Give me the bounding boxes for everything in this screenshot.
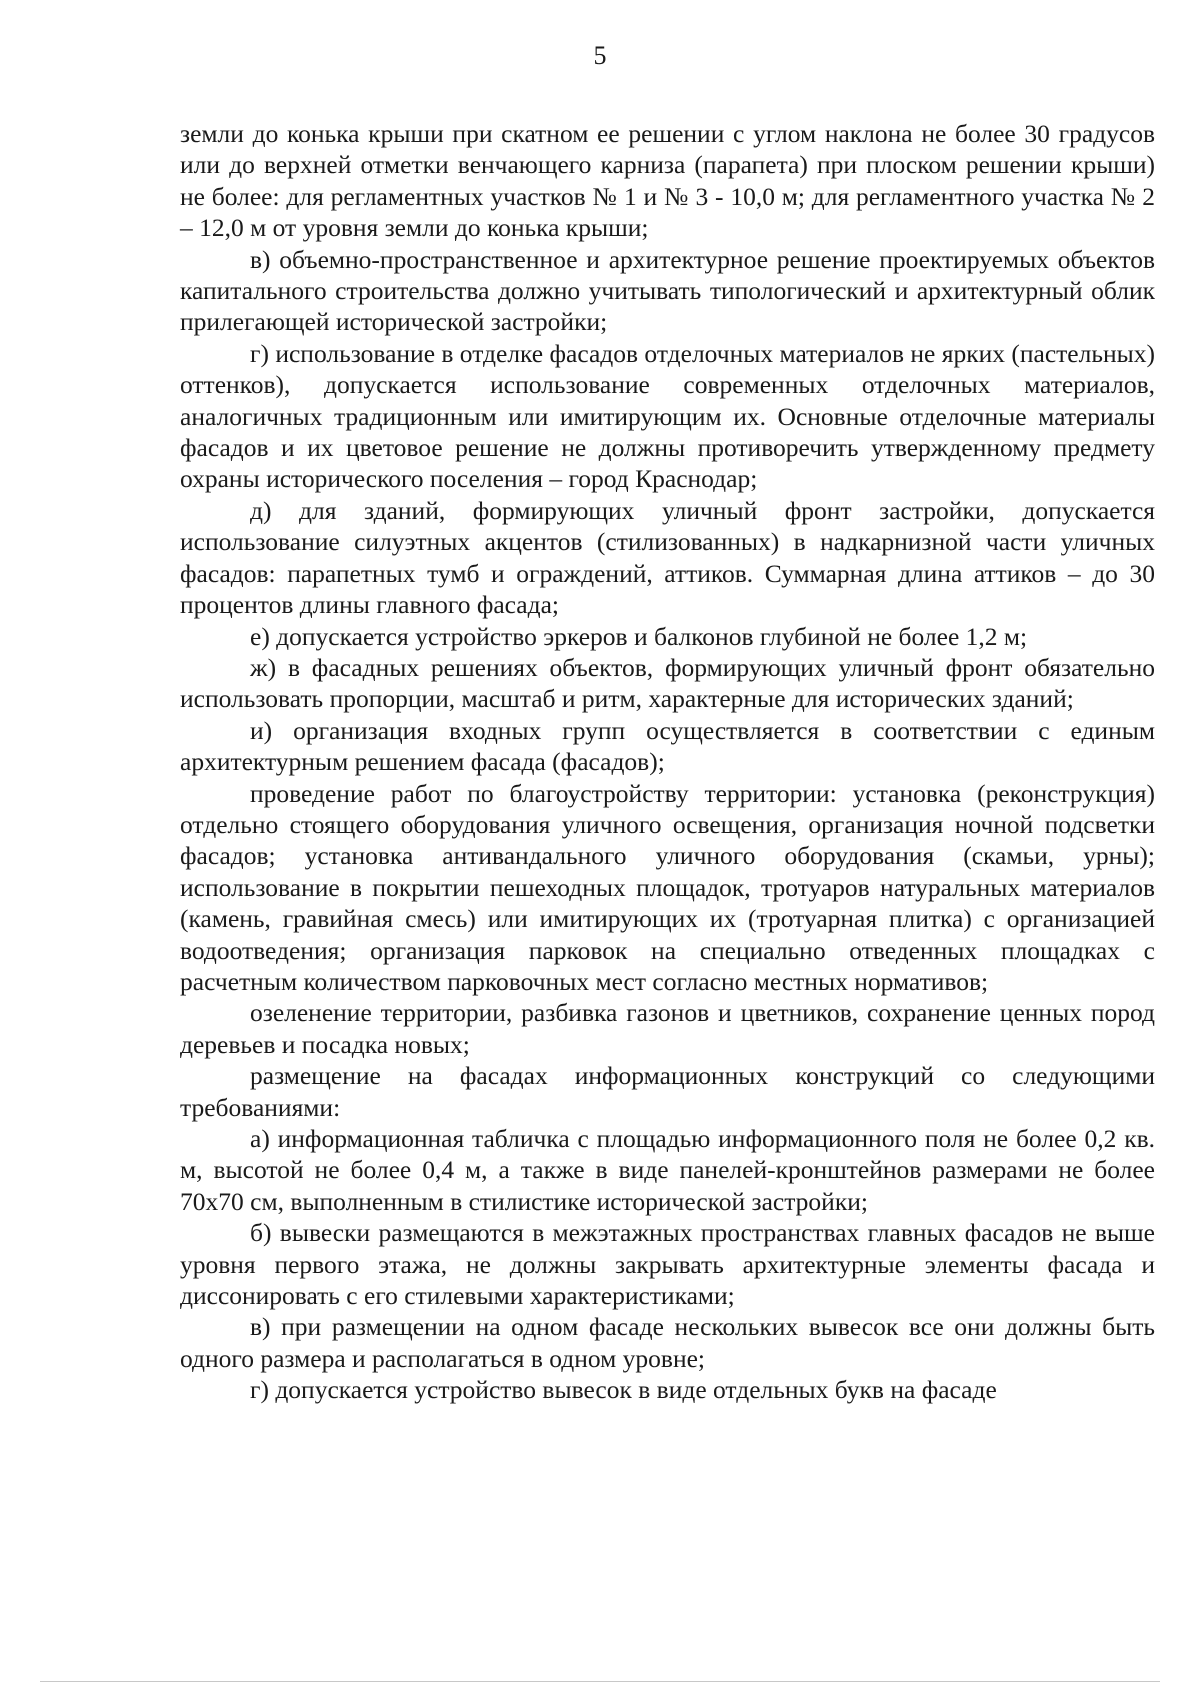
paragraph-landscaping-works: проведение работ по благоустройству территории: установка (реконструкция) отдельно стоящего оборудования уличного освещения, организация ночной подсветки фасадов; установка антивандального уличного оборудования (скамьи, урны); использование в покрытии пешеходных площадок, тротуаров натуральных материалов (камень, гравийная смесь) или имитирующих их (тротуарная плитка) с организацией водоотведения; организация парковок на специально отведенных площадках с расчетным количеством парковочных мест согласно местных нормативов;	[180, 778, 1155, 996]
paragraph-item-e: е) допускается устройство эркеров и балконов глубиной не более 1,2 м;	[250, 621, 1028, 651]
paragraph-item-i: и) организация входных групп осуществляется в соответствии с единым архитектурным решением фасада (фасадов);	[180, 715, 1155, 777]
page-number: 5	[593, 41, 607, 70]
paragraph-subitem-v: в) при размещении на одном фасаде нескольких вывесок все они должны быть одного размера и располагаться в одном уровне;	[180, 1312, 1155, 1373]
paragraph-continuation: земли до конька крыши при скатном ее решении с углом наклона не более 30 градусов или до верхней отметки венчающего карниза (парапета) при плоском решении крыши) не более: для регламентных участков № 1 и № 3 - 10,0 м; для регламентного участка № 2 – 12,0 м от уровня земли до конька крыши;	[180, 119, 1155, 243]
paragraph-information-structures: размещение на фасадах информационных конструкций со следующими требованиями:	[180, 1061, 1155, 1122]
paragraph-subitem-a: а) информационная табличка с площадью информационного поля не более 0,2 кв. м, высотой не более 0,4 м, а также в виде панелей-кронштейнов размерами не более 70х70 см, выполненным в стилистике исторической застройки;	[180, 1124, 1155, 1216]
paragraph-item-zh: ж) в фасадных решениях объектов, формирующих уличный фронт обязательно использовать пропорции, масштаб и ритм, характерные для исторических зданий;	[180, 652, 1155, 714]
paragraph-item-g: г) использование в отделке фасадов отделочных материалов не ярких (пастельных) оттенков), допускается использование современных отделочных материалов, аналогичных традиционным или имитирующим их. Основные отделочные материалы фасадов и их цветовое решение не должны противоречить утвержденному предмету охраны исторического поселения – город Краснодар;	[180, 338, 1155, 494]
paragraph-item-d: д) для зданий, формирующих уличный фронт застройки, допускается использование силуэтных акцентов (стилизованных) в надкарнизной части уличных фасадов: парапетных тумб и ограждений, аттиков. Суммарная длина аттиков – до 30 процентов длины главного фасада;	[180, 495, 1155, 620]
paragraph-greening: озеленение территории, разбивка газонов и цветников, сохранение ценных пород деревьев и посадка новых;	[180, 998, 1155, 1059]
document-body	[180, 118, 1155, 1406]
paragraph-subitem-b: б) вывески размещаются в межэтажных пространствах главных фасадов не выше уровня первого этажа, не должны закрывать архитектурные элементы фасада и диссонировать с его стилевыми характеристиками;	[180, 1218, 1155, 1311]
paragraph-item-v: в) объемно-пространственное и архитектурное решение проектируемых объектов капитального строительства должно учитывать типологический и архитектурный облик прилегающей исторической застройки;	[180, 244, 1155, 337]
paragraph-subitem-g: г) допускается устройство вывесок в виде отдельных букв на фасаде	[250, 1375, 997, 1405]
scan-edge-line	[40, 1681, 1160, 1682]
